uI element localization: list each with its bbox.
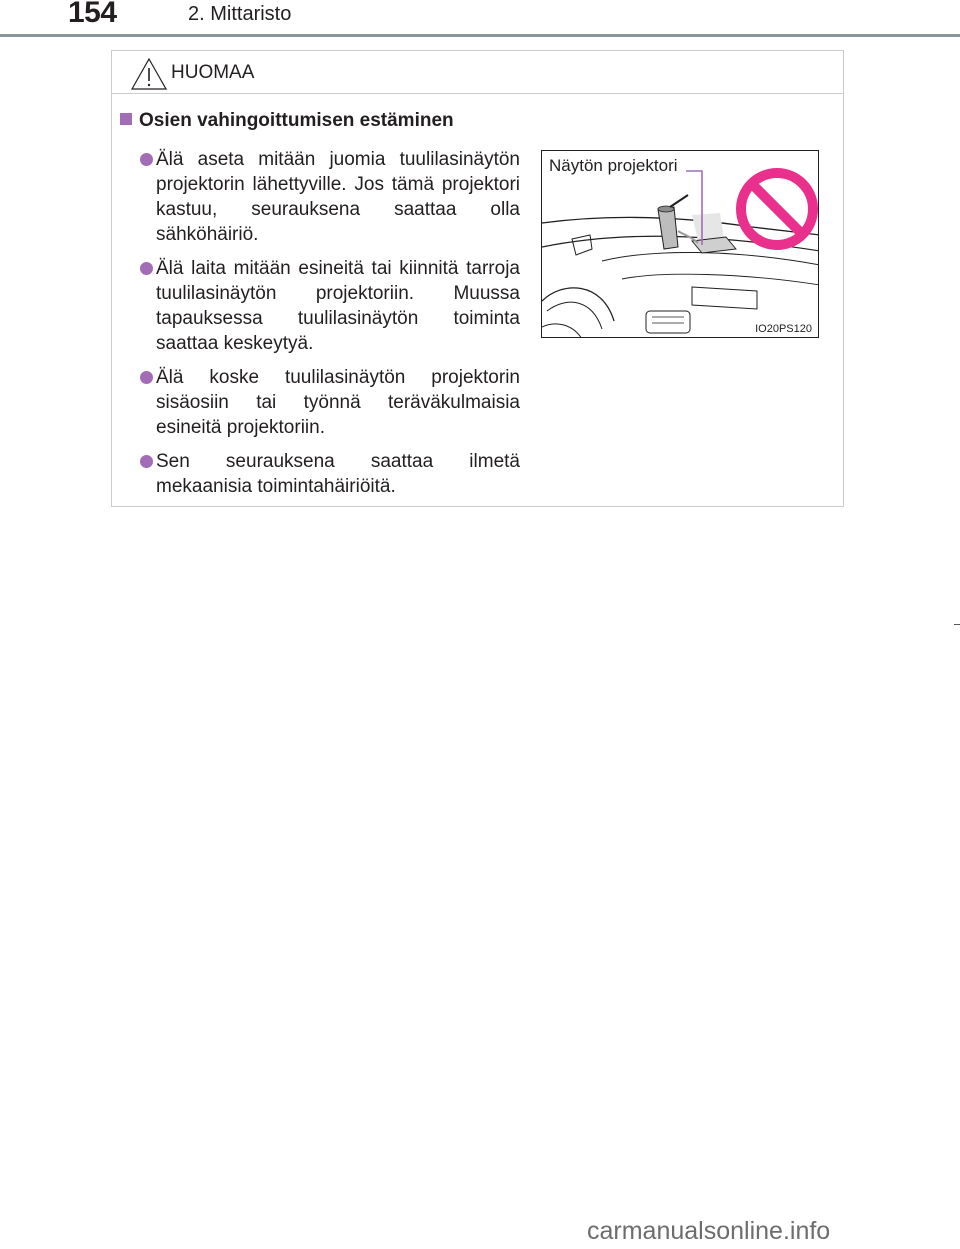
bullet-dot-icon bbox=[140, 455, 153, 468]
list-item-text: Älä laita mitään esineitä tai kiinnitä tarroja tuulilasinäytön projektoriin. Muussa tapauksessa tuulilasinäytön toiminta saattaa keskeytyä. bbox=[156, 258, 520, 354]
caution-heading bbox=[120, 110, 454, 132]
square-bullet-icon bbox=[120, 113, 132, 125]
list-item-text: Älä koske tuulilasinäytön projektorin sisäosiin tai työnnä teräväkulmaisia esineitä projektoriin. bbox=[156, 367, 520, 438]
caution-box bbox=[111, 50, 844, 507]
edge-mark bbox=[954, 624, 960, 625]
caution-bullet-list bbox=[140, 147, 520, 508]
list-item bbox=[140, 449, 520, 499]
list-item-text: Älä aseta mitään juomia tuulilasinäytön projektorin lähettyville. Jos tämä projektori kastuu, seurauksena saattaa olla sähköhäiriö. bbox=[156, 149, 520, 245]
watermark: carmanualsonline.info bbox=[587, 1217, 831, 1245]
bullet-dot-icon bbox=[140, 371, 153, 384]
section-title: 2. Mittaristo bbox=[188, 3, 292, 25]
list-item bbox=[140, 256, 520, 356]
page-number: 154 bbox=[68, 0, 117, 29]
bullet-dot-icon bbox=[140, 262, 153, 275]
caution-heading-text: Osien vahingoittumisen estäminen bbox=[139, 110, 454, 131]
list-item bbox=[140, 147, 520, 247]
prohibition-icon bbox=[741, 173, 813, 245]
dashboard-drawing bbox=[542, 151, 819, 338]
list-item-text: Sen seurauksena saattaa ilmetä mekaanisia toimintahäiriöitä. bbox=[156, 451, 520, 497]
caution-header bbox=[112, 51, 843, 94]
bullet-dot-icon bbox=[140, 153, 153, 166]
list-item bbox=[140, 365, 520, 440]
projector-illustration bbox=[541, 150, 819, 338]
caution-label: HUOMAA bbox=[171, 62, 255, 83]
warning-triangle-icon bbox=[130, 57, 168, 91]
header-divider bbox=[0, 34, 960, 37]
projector-callout-label: Näytön projektori bbox=[549, 156, 678, 175]
figure-code: IO20PS120 bbox=[755, 323, 812, 335]
